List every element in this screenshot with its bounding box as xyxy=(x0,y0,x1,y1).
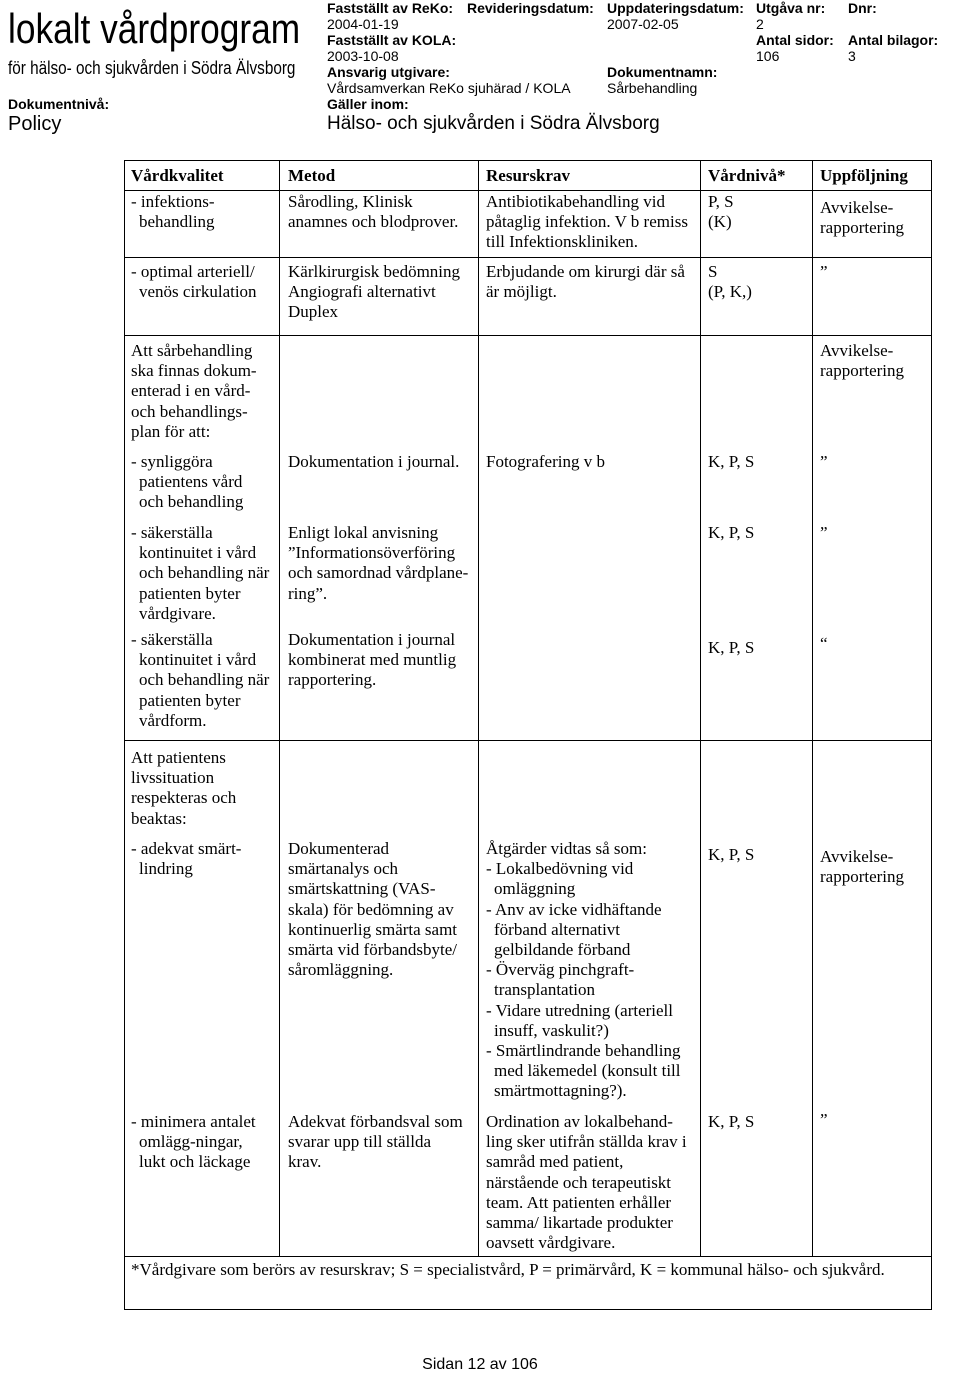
quality-cell: - minimera antalet omlägg-ningar, lukt och läckage xyxy=(131,1112,256,1172)
column-header-resources: Resurskrav xyxy=(486,166,571,185)
method-cell: Kärlkirurgisk bedömning Angiografi alternativt Duplex xyxy=(288,262,461,322)
page-number: Sidan 12 av 106 xyxy=(422,1356,538,1373)
resources-list-item: - Anv av icke vidhäftande förband alternativt gelbildande förband xyxy=(486,899,662,960)
publisher-label: Ansvarig utgivare: xyxy=(327,64,450,80)
quality-goal-cell: Att patientens livssituation respekteras och beaktas: xyxy=(131,748,237,828)
column-header-followup: Uppföljning xyxy=(820,166,908,185)
update-date-label: Uppdateringsdatum: xyxy=(607,0,744,16)
edition-label: Utgåva nr: xyxy=(756,0,826,16)
resources-list-item: - Lokalbedövning vid omläggning xyxy=(486,859,634,899)
column-divider xyxy=(279,160,280,1256)
column-header-method: Metod xyxy=(288,166,336,185)
quality-cell: - adekvat smärt- lindring xyxy=(131,839,242,879)
established-kola-value: 2003-10-08 xyxy=(327,48,399,64)
quality-goal-cell: Att sårbehandling ska finnas dokum- enterad i en vård- och behandlings- plan för att: xyxy=(131,341,257,441)
quality-cell: - säkerställa kontinuitet i vård och behandling när patienten byter vårdgivare. xyxy=(131,523,270,623)
brand-title: lokalt vårdprogram xyxy=(8,5,301,52)
attachments-label: Antal bilagor: xyxy=(848,32,939,48)
resources-cell: Antibiotikabehandling vid påtaglig infektion. V b remiss till Infektionskliniken. xyxy=(486,192,688,252)
followup-ditto-mark: ” xyxy=(820,523,828,542)
column-divider xyxy=(700,160,701,1256)
method-cell: Adekvat förbandsval som svarar upp till ställda krav. xyxy=(288,1112,463,1172)
resources-cell xyxy=(486,839,681,1102)
table-footnote: *Vårdgivare som berörs av resurskrav; S = specialistvård, P = primärvård, K = kommunal hälso- och sjukvård. xyxy=(131,1260,885,1279)
care-level-cell: P, S (K) xyxy=(708,192,734,232)
followup-ditto-mark: “ xyxy=(820,634,828,653)
followup-cell: Avvikelse- rapportering xyxy=(820,198,905,238)
page-count-value: 106 xyxy=(756,48,780,64)
page-count-label: Antal sidor: xyxy=(756,32,834,48)
followup-cell: Avvikelse- rapportering xyxy=(820,341,905,381)
followup-ditto-mark: ” xyxy=(820,262,828,281)
quality-cell: - infektions- behandling xyxy=(131,192,215,232)
established-reko-label: Fastställt av ReKo: xyxy=(327,0,454,16)
resources-list-item: - Överväg pinchgraft- transplantation xyxy=(486,960,635,1000)
column-header-care-level: Vårdnivå* xyxy=(708,166,786,185)
document-level-value: Policy xyxy=(8,113,62,135)
attachments-value: 3 xyxy=(848,48,856,64)
update-date-value: 2007-02-05 xyxy=(607,16,679,32)
method-cell: Sårodling, Klinisk anamnes och blodprover. xyxy=(288,192,459,232)
table-rule xyxy=(124,740,932,741)
column-divider xyxy=(812,160,813,1256)
established-reko-value: 2004-01-19 xyxy=(327,16,399,32)
table-rule xyxy=(124,1256,932,1257)
method-cell: Dokumentation i journal kombinerat med muntlig rapportering. xyxy=(288,630,457,690)
resources-list-item: - Smärtlindrande behandling med läkemedel (konsult till smärtmottagning?). xyxy=(486,1041,681,1101)
revision-date-label: Revideringsdatum: xyxy=(467,0,594,16)
brand-subtitle: för hälso- och sjukvården i Södra Älvsborg xyxy=(8,58,296,78)
dnr-label: Dnr: xyxy=(848,0,877,16)
column-divider xyxy=(478,160,479,1256)
care-level-cell: S (P, K,) xyxy=(708,262,752,302)
method-cell: Enligt lokal anvisning ”Informationsöverföring och samordnad vårdplane- ring”. xyxy=(288,523,469,603)
resources-cell: Erbjudande om kirurgi där så är möjligt. xyxy=(486,262,685,302)
care-level-cell: K, P, S xyxy=(708,638,755,657)
resources-list-item: - Vidare utredning (arteriell insuff, vaskulit?) xyxy=(486,1000,673,1040)
followup-cell: Avvikelse- rapportering xyxy=(820,847,905,887)
care-level-cell: K, P, S xyxy=(708,845,755,864)
care-level-cell: K, P, S xyxy=(708,523,755,542)
followup-ditto-mark: ” xyxy=(820,1110,828,1129)
resources-cell: Ordination av lokalbehand- ling sker utifrån ställda krav i samråd med patient, närstående och terapeutiskt team. Att patienten erhåller samma/ likartade produkter oavsett vårdgivare. xyxy=(486,1112,687,1253)
method-cell: Dokumentation i journal. xyxy=(288,452,460,471)
document-level-label: Dokumentnivå: xyxy=(8,96,110,112)
table-rule xyxy=(124,257,932,258)
quality-cell: - optimal arteriell/ venös cirkulation xyxy=(131,262,257,302)
care-level-cell: K, P, S xyxy=(708,1112,755,1131)
column-header-quality: Vårdkvalitet xyxy=(131,166,224,185)
established-kola-label: Fastställt av KOLA: xyxy=(327,32,457,48)
edition-value: 2 xyxy=(756,16,764,32)
table-rule xyxy=(124,190,932,191)
document-name-value: Sårbehandling xyxy=(607,80,698,96)
applies-to-value: Hälso- och sjukvården i Södra Älvsborg xyxy=(327,113,660,134)
resources-intro: Åtgärder vidtas så som: xyxy=(486,839,647,858)
followup-ditto-mark: ” xyxy=(820,452,828,471)
quality-cell: - säkerställa kontinuitet i vård och behandling när patienten byter vårdform. xyxy=(131,630,270,730)
applies-to-label: Gäller inom: xyxy=(327,96,409,112)
table-rule xyxy=(124,335,932,336)
quality-cell: - synliggöra patientens vård och behandling xyxy=(131,452,244,512)
document-name-label: Dokumentnamn: xyxy=(607,64,718,80)
publisher-value: Vårdsamverkan ReKo sjuhärad / KOLA xyxy=(327,80,571,96)
resources-cell: Fotografering v b xyxy=(486,452,605,471)
care-level-cell: K, P, S xyxy=(708,452,755,471)
method-cell: Dokumenterad smärtanalys och smärtskattning (VAS- skala) för bedömning av kontinuerlig smärta samt smärta vid förbandsbyte/ såromläggning. xyxy=(288,839,458,980)
